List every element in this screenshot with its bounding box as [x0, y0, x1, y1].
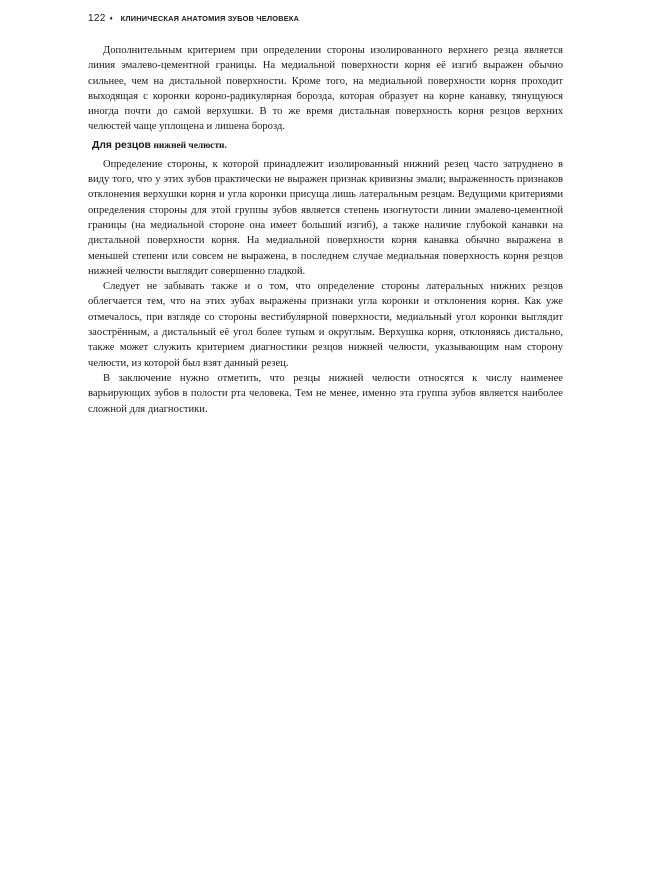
- paragraph-lateral-incisors: Следует не забывать также и о том, что определение стороны латеральных нижних резцов облегчается тем, что на этих зубах выражены признаки угла коронки и отклонения корня. Как уже отмечалось, при взгляде со стороны вестибулярной поверхности, медиальный угол коронки выглядит заострённым, а дистальный её угол более тупым и округлым. Верхушка корня, отклоняясь дистально, также может служить критерием диагностики резцов нижней челюсти, указывающим нам сторону челюсти, из которой был взят данный резец.: [88, 281, 563, 369]
- section-heading-main: Для резцов: [92, 139, 151, 151]
- running-title: КЛИНИЧЕСКАЯ АНАТОМИЯ ЗУБОВ ЧЕЛОВЕКА: [120, 14, 300, 23]
- running-header: [88, 13, 299, 27]
- section-heading-rest: нижней челюсти.: [153, 140, 227, 151]
- page-number: 122: [88, 13, 106, 24]
- page-body: [88, 43, 563, 417]
- paragraph-lower-incisor-side: Определение стороны, к которой принадлежит изолированный нижний резец часто затруднено в виду того, что у этих зубов практически не выражен признак кривизны эмали; выраженность признаков отклонения верхушки корня и угла коронки присуща лишь латеральным резцам. Ведущими критериями определения стороны для этой группы зубов является степень изогнутости линии эмалево-цементной границы (на медиальной стороне она имеет больший изгиб), а также наличие глубокой канавки на дистальной поверхности корня. На медиальной поверхности корня канавка обычно выражена в меньшей степени или совсем не выражена, в последнем случае медиальная поверхность корня резцов нижней челюсти выглядит совершенно гладкой.: [88, 158, 563, 277]
- paragraph-upper-incisor-criteria: Дополнительным критерием при определении стороны изолированного верхнего резца является линия эмалево-цементной границы. На медиальной поверхности корня её изгиб выражен обычно сильнее, чем на дистальной поверхности. Кроме того, на медиальной поверхности корня проходит выходящая с коронки короно-радикулярная борозда, которая образует на корне канавку, тянущуюся иногда почти до самой верхушки. В то же время дистальная поверхность корня резцов верхних челюстей чаще уплощена и лишена борозд.: [88, 45, 563, 133]
- diamond-bullet-icon: ♦: [109, 16, 113, 22]
- paragraph-conclusion: В заключение нужно отметить, что резцы нижней челюсти относятся к числу наименее варьирующих зубов в полости рта человека. Тем не менее, именно эта группа зубов является наиболее сложной для диагностики.: [88, 372, 563, 415]
- section-heading-lower-incisors: [88, 138, 563, 154]
